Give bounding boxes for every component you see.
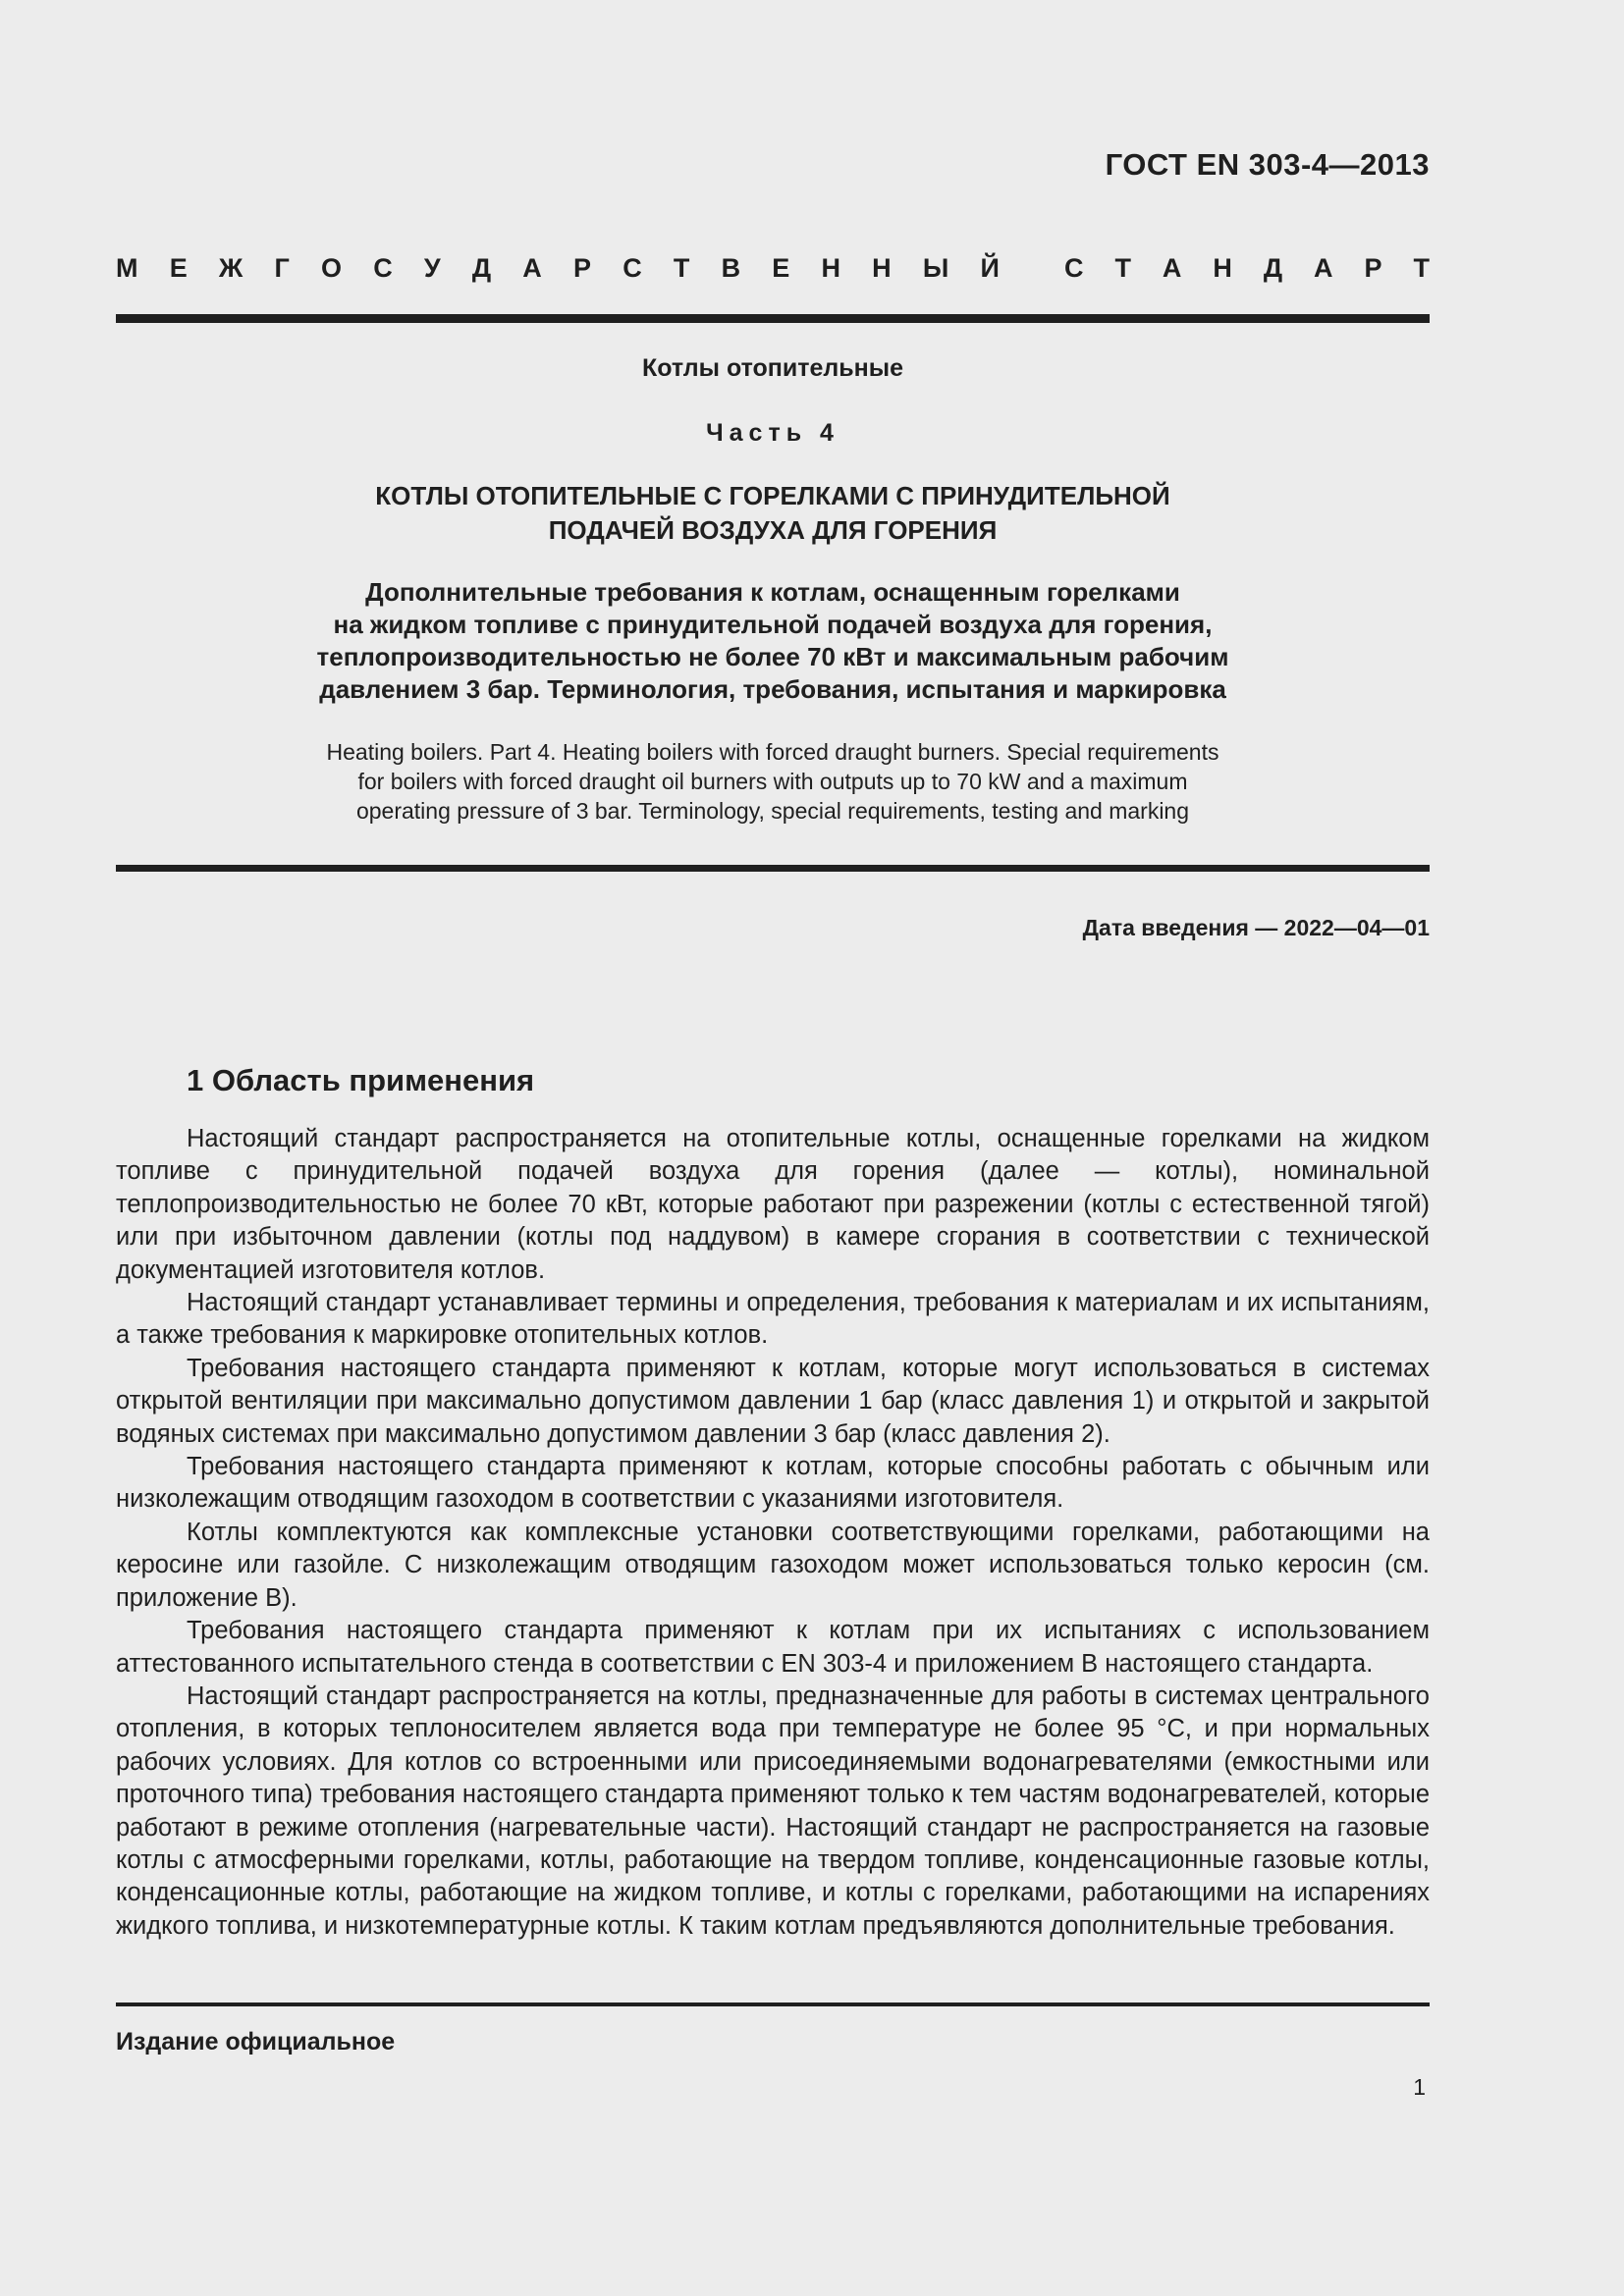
standard-word-standard: [1064, 253, 1430, 284]
paragraph: Настоящий стандарт распространяется на отопительные котлы, оснащенные горелками на жидком топливе с принудительной подачей воздуха для горения (далее — котлы), номинальной теплопроизводительностью не более 70 кВт, которые работают при разрежении (котлы с естественной тягой) или при избыточном давлении (котлы под наддувом) в камере сгорания в соответствии с технической документацией изготовителя котлов.: [116, 1125, 1430, 1284]
header-letter: А: [1314, 253, 1333, 283]
paragraph: Требования настоящего стандарта применяют к котлам, которые могут использоваться в системах открытой вентиляции при максимально допустимом давлении 1 бар (класс давления 1) и открытой и закрытой водяных системах при максимально допустимом давлении 3 бар (класс давления 2).: [116, 1354, 1430, 1448]
section-body: [116, 1123, 1430, 1943]
english-title-line: for boilers with forced draught oil burners with outputs up to 70 kW and a maximum: [357, 769, 1188, 794]
part-title: Часть 4: [706, 419, 839, 447]
header-letter: Ж: [218, 253, 244, 283]
subtitle: [116, 576, 1430, 706]
title-divider: [116, 865, 1430, 872]
caps-title-line: КОТЛЫ ОТОПИТЕЛЬНЫЕ С ГОРЕЛКАМИ С ПРИНУДИТЕЛЬНОЙ: [375, 481, 1170, 510]
introduction-date: Дата введения — 2022—04—01: [1082, 915, 1430, 940]
header-letter: Г: [274, 253, 290, 283]
header-letter: Д: [1263, 253, 1283, 283]
standard-word-interstate: [116, 253, 1000, 284]
header-letter: С: [1064, 253, 1084, 283]
header-letter: Т: [1413, 253, 1430, 283]
header-letter: Е: [169, 253, 188, 283]
header-letter: Н: [821, 253, 840, 283]
header-letter: Т: [1114, 253, 1131, 283]
header-letter: С: [623, 253, 642, 283]
header-letter: Т: [673, 253, 690, 283]
header-letter: У: [423, 253, 441, 283]
subtitle-line: теплопроизводительностью не более 70 кВт и максимальным рабочим: [316, 642, 1229, 671]
header-divider: [116, 314, 1430, 323]
header-letter: О: [320, 253, 342, 283]
header-letter: Р: [1364, 253, 1382, 283]
footer-divider: [116, 2002, 1430, 2006]
paragraph: Требования настоящего стандарта применяют к котлам при их испытаниях с использованием аттестованного испытательного стенда в соответствии с EN 303-4 и приложением В настоящего стандарта.: [116, 1617, 1430, 1678]
header-letter: Д: [471, 253, 492, 283]
header-letter: В: [721, 253, 741, 283]
english-title-line: operating pressure of 3 bar. Terminology, special requirements, testing and marking: [355, 798, 1190, 824]
section-heading: 1 Область применения: [187, 1063, 535, 1097]
header-letter: Н: [1213, 253, 1232, 283]
paragraph: Требования настоящего стандарта применяют к котлам, которые способны работать с обычным или низколежащим отводящим газоходом в соответствии с указаниями изготовителя.: [116, 1453, 1430, 1514]
subtitle-line: давлением 3 бар. Терминология, требования, испытания и маркировка: [319, 674, 1226, 704]
official-edition-label: Издание официальное: [116, 2028, 396, 2056]
header-letter: С: [373, 253, 393, 283]
paragraph: Настоящий стандарт распространяется на котлы, предназначенные для работы в системах центрального отопления, в которых теплоносителем является вода при температуре не более 95 °С, и при нормальных рабочих условиях. Для котлов со встроенными или присоединяемыми водонагревателями (емкостными или проточного типа) требования настоящего стандарта применяют только к тем частям водонагревателей, которые работают в режиме отопления (нагревательные части). Настоящий стандарт не распространяется на газовые котлы с атмосферными горелками, котлы, работающие на твердом топливе, конденсационные газовые котлы, конденсационные котлы, работающие на жидком топливе, и котлы с горелками, работающими на испарениях жидкого топлива, и низкотемпературные котлы. К таким котлам предъявляются дополнительные требования.: [116, 1682, 1431, 1940]
header-letter: А: [522, 253, 542, 283]
part-caps-title: [116, 479, 1430, 548]
header-letter: Ы: [922, 253, 949, 283]
header-letter: А: [1162, 253, 1182, 283]
subtitle-line: на жидком топливе с принудительной подачей воздуха для горения,: [333, 610, 1213, 639]
caps-title-line: ПОДАЧЕЙ ВОЗДУХА ДЛЯ ГОРЕНИЯ: [548, 515, 998, 545]
page-number: 1: [1413, 2074, 1426, 2100]
header-letter: М: [116, 253, 138, 283]
standard-type-header: [116, 253, 1430, 284]
paragraph: Настоящий стандарт устанавливает термины и определения, требования к материалам и их испытаниям, а также требования к маркировке отопительных котлов.: [116, 1289, 1430, 1350]
main-title: Котлы отопительные: [641, 354, 904, 382]
english-title-line: Heating boilers. Part 4. Heating boilers with forced draught burners. Special requirements: [326, 739, 1219, 765]
document-code: ГОСТ EN 303-4—2013: [1105, 147, 1430, 182]
paragraph: Котлы комплектуются как комплексные установки соответствующими горелками, работающими на керосине или газойле. С низколежащим отводящим газоходом может использоваться только керосин (см. приложение В).: [116, 1518, 1430, 1612]
subtitle-line: Дополнительные требования к котлам, оснащенным горелками: [365, 577, 1180, 607]
header-letter: Н: [872, 253, 892, 283]
header-letter: Е: [772, 253, 790, 283]
header-letter: Й: [980, 253, 1000, 283]
english-title: [116, 737, 1430, 826]
header-letter: Р: [572, 253, 591, 283]
document-page: [116, 0, 1430, 2296]
